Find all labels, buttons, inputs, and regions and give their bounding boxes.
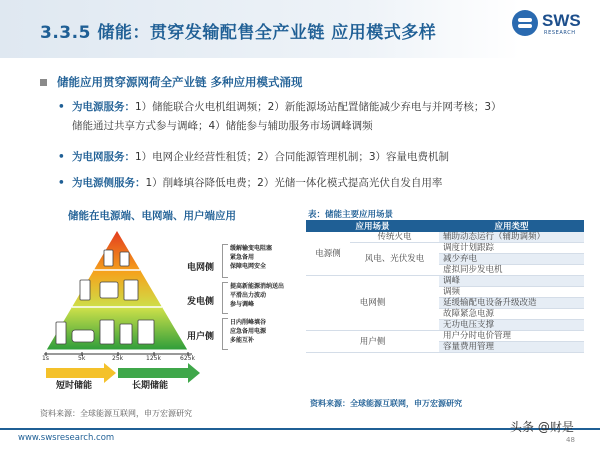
app-item: 参与调峰: [230, 301, 255, 308]
battery-icon: [56, 322, 66, 344]
app-item: 应急备用电源: [230, 328, 267, 335]
logo-text: SWS: [542, 11, 581, 30]
table-title: 表：储能主要应用场景: [308, 210, 394, 220]
section-heading-text: 储能应用贯穿源网荷全产业链 多种应用模式涌现: [57, 75, 303, 89]
type-cell: 调峰: [439, 276, 584, 287]
bullet-label: 为电源侧服务：: [72, 177, 146, 189]
type-cell: 用户分时电价管理: [439, 331, 584, 342]
table-header-cell: 应用类型: [439, 220, 584, 232]
battery-icon: [120, 252, 129, 266]
sub-scenario-cell: 风电、光伏发电: [350, 243, 439, 276]
user-side-label: 用户侧: [187, 332, 215, 342]
application-scenario-table: [306, 220, 584, 353]
bullet-text: 1）储能联合火电机组调频；2）新能源场站配置储能减少弃电与并网考核；3）: [135, 101, 502, 113]
type-cell: 虚拟同步发电机: [439, 265, 584, 276]
group-cell: 电源侧: [306, 232, 350, 276]
app-item: 保障电网安全: [230, 263, 267, 270]
slide-title: 3.3.5 储能：贯穿发输配售全产业链 应用模式多样: [40, 23, 437, 43]
app-item: 提高新能源消纳送出: [230, 283, 285, 290]
table-header-row: [306, 220, 584, 232]
type-cell: 延缓输配电设备升级改造: [439, 298, 584, 309]
axis-tick-label: 25k: [112, 355, 124, 362]
long-term-bar: [118, 368, 188, 378]
app-item: 日内削峰填谷: [230, 319, 267, 326]
section-heading: [40, 74, 303, 90]
logo-subtext: RESEARCH: [544, 30, 576, 36]
app-item: 紧急备用: [230, 254, 255, 261]
footer-url[interactable]: www.swsresearch.com: [18, 433, 115, 443]
building-icon: [100, 320, 114, 344]
tower-icon: [104, 250, 113, 266]
bullet-label: 为电网服务：: [72, 151, 135, 163]
user-side-apps: [230, 318, 266, 345]
grid-side-apps: [230, 244, 272, 271]
bullet-text: 1）电网企业经营性租赁；2）合同能源管理机制；3）容量电费机制: [135, 151, 450, 163]
generation-side-label: 发电侧: [187, 297, 215, 307]
group-cell: 电网侧: [306, 276, 439, 331]
bullet-text: 储能通过共享方式参与调峰；4）储能参与辅助服务市场调峰调频: [72, 120, 373, 132]
type-cell: 无功电压支撑: [439, 320, 584, 331]
bullet-dot-icon: •: [58, 151, 65, 163]
level-bracket: [222, 318, 228, 350]
watermark: 头条 @财是: [510, 420, 574, 434]
axis-tick-label: 625k: [180, 355, 195, 362]
solar-panel-icon: [124, 280, 138, 300]
pyramid-title: 储能在电源端、电网端、用户端应用: [68, 210, 236, 222]
table-row: [306, 331, 584, 342]
generation-side-apps: [230, 282, 284, 309]
type-cell: 容量费用管理: [439, 342, 584, 353]
type-cell: 故障紧急电源: [439, 309, 584, 320]
square-bullet-icon: [40, 79, 47, 86]
type-cell: 减少弃电: [439, 254, 584, 265]
page-number: 48: [566, 436, 575, 444]
short-term-storage-label: 短时储能: [56, 381, 93, 391]
bullet-dot-icon: •: [58, 101, 65, 113]
group-cell: 用户侧: [306, 331, 439, 353]
long-term-arrow-icon: [188, 363, 200, 383]
bullet-power-source: [58, 98, 502, 136]
storage-pyramid-figure: [32, 222, 302, 392]
sub-scenario-cell: 传统火电: [350, 232, 439, 243]
battery-icon: [80, 280, 90, 300]
generator-icon: [100, 282, 118, 298]
bullet-text: 1）削峰填谷降低电费；2）光储一体化模式提高光伏自发自用率: [145, 177, 443, 189]
level-bracket: [222, 244, 228, 278]
bullet-grid: [58, 148, 450, 167]
level-bracket: [222, 282, 228, 314]
app-item: 平滑出力波动: [230, 292, 267, 299]
pyramid-source: 资料来源：全球能源互联网，申万宏源研究: [40, 409, 192, 418]
table-header-cell: 应用场景: [306, 220, 439, 232]
table-row: [306, 232, 584, 243]
app-item: 缓解输变电阻塞: [230, 245, 273, 252]
logo-mark-icon: [512, 10, 538, 36]
slide-header: [0, 0, 600, 58]
axis-tick-label: 5k: [78, 355, 86, 362]
car-icon: [72, 330, 94, 342]
bullet-dot-icon: •: [58, 177, 65, 189]
type-cell: 调度计划跟踪: [439, 243, 584, 254]
long-term-storage-label: 长期储能: [132, 381, 169, 391]
type-cell: 调频: [439, 287, 584, 298]
short-term-arrow-icon: [104, 363, 116, 383]
sws-logo: [512, 8, 590, 44]
factory-icon: [138, 320, 154, 344]
bullet-label: 为电源服务：: [72, 101, 135, 113]
app-item: 多能互补: [230, 337, 255, 344]
axis-tick-label: 125k: [146, 355, 161, 362]
grid-side-label: 电网侧: [187, 263, 215, 273]
flame-icon: [120, 324, 132, 344]
type-cell: 辅助动态运行（辅助调频）: [439, 232, 584, 243]
axis-tick-label: 1s: [42, 355, 49, 362]
table-row: [306, 276, 584, 287]
bullet-user-side: [58, 174, 443, 193]
table-source: 资料来源：全球能源互联网，申万宏源研究: [310, 399, 462, 408]
short-term-bar: [46, 368, 104, 378]
